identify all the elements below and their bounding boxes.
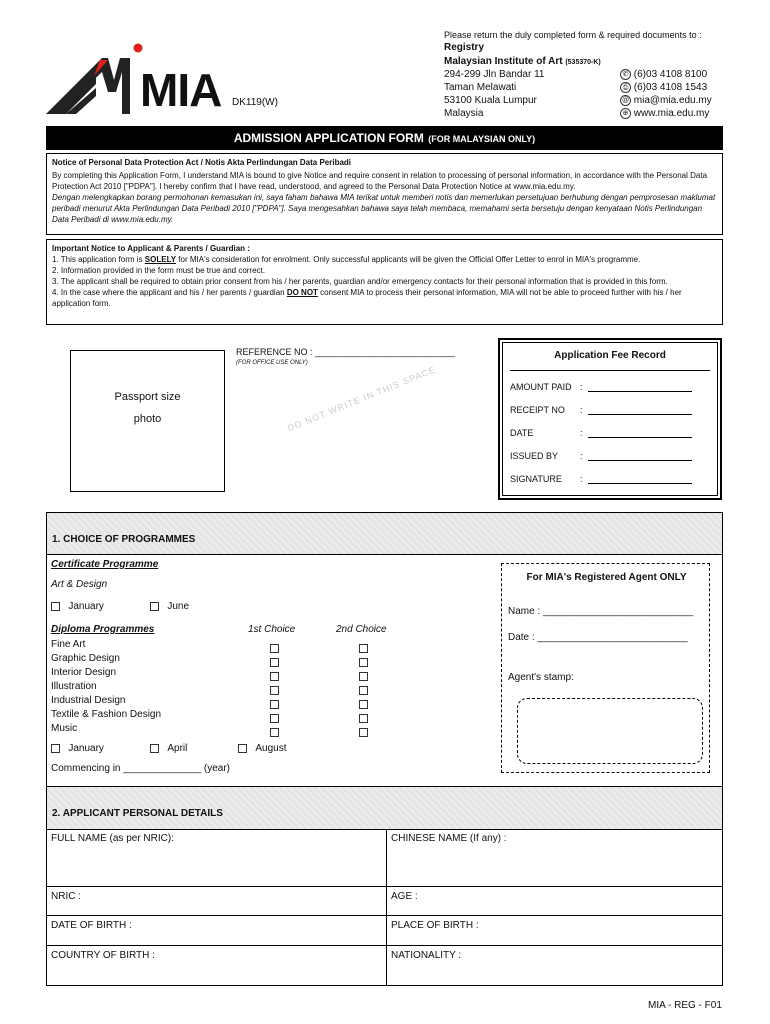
second-choice-checkbox[interactable] [359, 686, 368, 695]
fax-icon: ⎙ [620, 82, 631, 93]
address-line-4: Malaysia [444, 108, 484, 119]
important-item-4: 4. In the case where the applicant and his / her parents / guardian DO NOT consent MIA to process their personal information, MIA will not be able to proceed further with his / her application form. [52, 288, 682, 308]
agent-box [501, 563, 710, 773]
pdpa-heading: Notice of Personal Data Protection Act / Notis Akta Perlindungan Data Peribadi [52, 158, 352, 167]
email-icon: @ [621, 97, 630, 104]
pob-field[interactable]: PLACE OF BIRTH : [391, 920, 479, 931]
second-choice-checkbox[interactable] [359, 672, 368, 681]
reference-no[interactable]: REFERENCE NO : ____________________________ [236, 347, 456, 357]
pdpa-malay: Dengan melengkapkan borang permohonan kemasukan ini, saya faham bahawa MIA terikat untuk memberi notis dan memerlukan persetujuan berhubung dengan pemprosesan maklumat peribadi menurut Akta Perlindungan Data Peribadi 2010 ["PDPA"]. Saya mengesahkan bahawa saya telah membaca, memahami serta bersetuju dengan kenyataan Notis Perlindungan Data Peribadi di www.mia.edu.my. [52, 193, 716, 224]
first-choice-checkbox[interactable] [270, 658, 279, 667]
logo-text: MIA [140, 64, 222, 116]
page-subtitle: (FOR MALAYSIAN ONLY) [428, 134, 536, 144]
commencing-year[interactable]: Commencing in ______________ (year) [51, 763, 231, 774]
fee-input-receipt[interactable] [588, 405, 692, 415]
fee-input-amount[interactable] [588, 382, 692, 392]
page-title: ADMISSION APPLICATION FORM [233, 131, 424, 145]
first-choice-checkbox[interactable] [270, 700, 279, 709]
section-1-header [47, 513, 722, 555]
pdpa-english: By completing this Application Form, I understand MIA is bound to give Notice and require consent in relation to processing of personal information, in accordance with the Personal Data Protection Act 2010 ["PDPA"]. I hereby confirm that I have read, understood, and agreed to the Personal Data Protection Notice at www.mia.edu.my. [52, 171, 708, 191]
agent-stamp-area[interactable] [517, 698, 703, 764]
institute-name: Malaysian Institute of Art (535370-K) [444, 56, 601, 67]
checkbox[interactable] [51, 602, 60, 611]
important-notice [46, 239, 723, 325]
diploma-row: Illustration [51, 681, 97, 692]
phone-row: ✆ (6)03 4108 8100 [620, 69, 707, 80]
doc-code: DK119(W) [232, 97, 278, 108]
diploma-heading: Diploma Programmes [51, 624, 155, 635]
important-item-3: 3. The applicant shall be required to obtain prior consent from his / her parents, guardian and/or emergency contacts for their personal information that is provided in this form. [52, 277, 668, 286]
website-row: ⊕ www.mia.edu.my [620, 108, 709, 119]
agent-stamp-label: Agent's stamp: [508, 672, 574, 683]
chinese-name-field[interactable]: CHINESE NAME (If any) : [391, 833, 507, 844]
cob-field[interactable]: COUNTRY OF BIRTH : [51, 950, 155, 961]
photo-label-1: Passport size [114, 391, 181, 403]
agent-date-field[interactable]: Date : ___________________________ [508, 632, 688, 643]
fee-title: Application Fee Record [554, 350, 666, 361]
agent-name-field[interactable]: Name : ___________________________ [508, 606, 694, 617]
fax-row: ⎙ (6)03 4108 1543 [620, 82, 707, 93]
globe-icon: ⊕ [620, 108, 631, 119]
address-line-2: Taman Melawati [444, 82, 517, 93]
nationality-field[interactable]: NATIONALITY : [391, 950, 462, 961]
agent-title: For MIA's Registered Agent ONLY [526, 572, 687, 583]
fee-label-signature: SIGNATURE [510, 474, 562, 484]
first-choice-checkbox[interactable] [270, 644, 279, 653]
address-line-1: 294-299 Jln Bandar 11 [444, 69, 545, 80]
diploma-row: Industrial Design [51, 695, 126, 706]
section-2-header [47, 787, 722, 830]
section-1-title: 1. CHOICE OF PROGRAMMES [52, 534, 196, 545]
cert-heading: Certificate Programme [51, 559, 159, 570]
second-choice-checkbox[interactable] [359, 728, 368, 737]
second-choice-checkbox[interactable] [359, 714, 368, 723]
second-choice-header: 2nd Choice [336, 624, 387, 635]
important-item-1: 1. This application form is SOLELY for MIA's consideration for enrolment. Only successful applicants will be given the Official Offer Letter to enrol in MIA's programme. [52, 255, 641, 264]
checkbox[interactable] [238, 744, 247, 753]
diploma-row: Textile & Fashion Design [51, 709, 162, 720]
checkbox[interactable] [150, 744, 159, 753]
second-choice-checkbox[interactable] [359, 700, 368, 709]
second-choice-checkbox[interactable] [359, 644, 368, 653]
diploma-row: Interior Design [51, 667, 117, 678]
section-2-title: 2. APPLICANT PERSONAL DETAILS [52, 808, 223, 819]
diploma-row: Music [51, 723, 78, 734]
pdpa-notice [46, 153, 723, 235]
diploma-row: Graphic Design [51, 653, 120, 664]
important-item-2: 2. Information provided in the form must be true and correct. [52, 266, 265, 275]
first-choice-checkbox[interactable] [270, 686, 279, 695]
diploma-intake-august[interactable]: August [238, 743, 286, 754]
cert-name: Art & Design [51, 579, 108, 590]
second-choice-checkbox[interactable] [359, 658, 368, 667]
fee-label-date: DATE [510, 428, 534, 438]
diploma-intake-january[interactable]: January [51, 743, 104, 754]
return-note: Please return the duly completed form & required documents to : [444, 30, 702, 40]
fee-input-date[interactable] [588, 428, 692, 438]
photo-label-2: photo [133, 413, 162, 425]
age-field[interactable]: AGE : [391, 891, 418, 902]
fee-label-receipt: RECEIPT NO [510, 405, 565, 415]
fee-label-issued: ISSUED BY [510, 451, 559, 461]
fee-label-amount: AMOUNT PAID [510, 382, 572, 392]
fee-input-issued[interactable] [588, 451, 692, 461]
first-choice-header: 1st Choice [248, 624, 296, 635]
diploma-row: Fine Art [51, 639, 86, 650]
form-code: MIA - REG - F01 [648, 1000, 722, 1011]
cert-intake-january[interactable]: January [51, 601, 104, 612]
phone-icon: ✆ [620, 69, 631, 80]
fee-input-signature[interactable] [588, 474, 692, 484]
first-choice-checkbox[interactable] [270, 728, 279, 737]
title-bar [46, 126, 723, 150]
full-name-field[interactable]: FULL NAME (as per NRIC): [51, 833, 174, 844]
cert-intake-june[interactable]: June [150, 601, 189, 612]
checkbox[interactable] [51, 744, 60, 753]
important-heading: Important Notice to Applicant & Parents / Guardian : [52, 244, 250, 253]
nric-field[interactable]: NRIC : [51, 891, 81, 902]
address-line-3: 53100 Kuala Lumpur [444, 95, 537, 106]
email-row: @ mia@mia.edu.my [621, 95, 712, 107]
first-choice-checkbox[interactable] [270, 714, 279, 723]
registry-label: Registry [444, 42, 485, 53]
fee-record-box: Application Fee Record AMOUNT PAID : RECEIPT NO : DATE : ISSUED BY : SIGNATURE : [498, 338, 722, 500]
office-use-note: (FOR OFFICE USE ONLY) [236, 360, 308, 366]
diploma-intake-april[interactable]: April [150, 743, 187, 754]
checkbox[interactable] [150, 602, 159, 611]
first-choice-checkbox[interactable] [270, 672, 279, 681]
dob-field[interactable]: DATE OF BIRTH : [51, 920, 132, 931]
watermark-text: DO NOT WRITE IN THIS SPACE [286, 364, 438, 434]
passport-photo-box[interactable] [70, 350, 225, 492]
